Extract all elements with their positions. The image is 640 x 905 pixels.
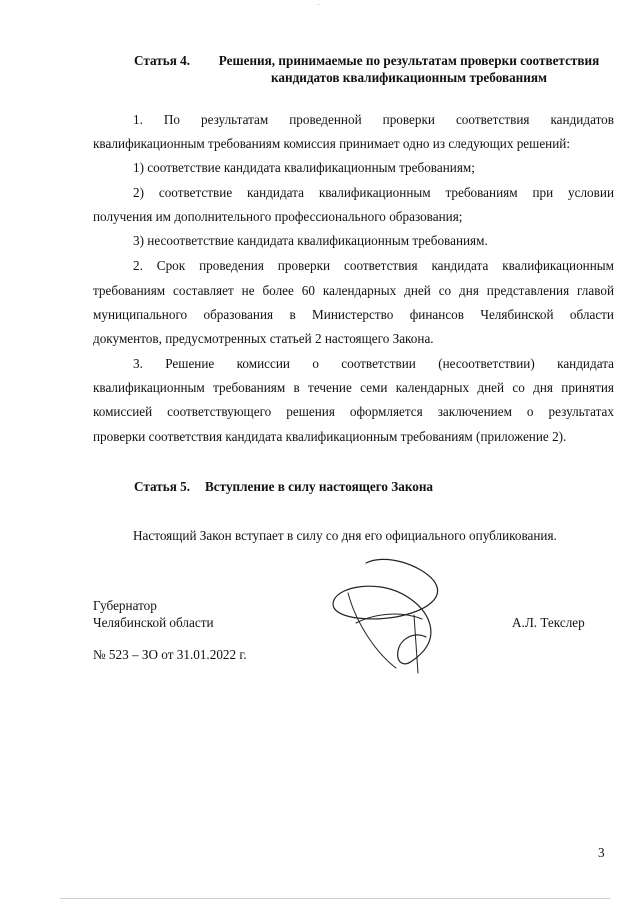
page-number: 3 [598,845,605,860]
article-5-text: Настоящий Закон вступает в силу со дня его официального опубликования. [133,528,557,543]
article-4-title-line-2: кандидатов квалификационным требованиям [270,70,547,85]
paragraph-1-line-2: квалификационным требованиям комиссия принимает одно из следующих решений: [93,136,571,151]
paragraph-1-line-1: 1. По результатам проведенной проверки соответствия кандидатов [133,112,614,127]
paragraph-2-line-1: 2. Срок проведения проверки соответствия кандидата квалификационным [133,258,614,273]
paragraph-3-line-4: проверки соответствия кандидата квалификационным требованиям (приложение 2). [93,429,567,444]
signatory-position-line-1: Губернатор [93,598,157,613]
handwritten-signature [326,553,448,675]
article-5-number: Статья 5. [134,479,191,494]
paragraph-3-line-3: комиссией соответствующего решения оформляется заключением о результатах [93,404,614,419]
decision-item-2-line-2: получения им дополнительного профессионального образования; [93,209,463,224]
signatory-position-line-2: Челябинской области [93,615,214,630]
paragraph-3-line-2: квалификационным требованиям в течение семи календарных дней со дня принятия [93,380,614,395]
law-number-date: № 523 – ЗО от 31.01.2022 г. [93,647,247,662]
paragraph-2-line-3: муниципального образования в Министерство финансов Челябинской области [93,307,614,322]
signatory-name: А.Л. Текслер [512,615,585,630]
article-4-title-line-1: Решения, принимаемые по результатам проверки соответствия [218,53,600,68]
decision-item-1: 1) соответствие кандидата квалификационным требованиям; [133,160,475,175]
paragraph-2-line-2: требованиям составляет не более 60 календарных дней со дня представления главой [93,283,614,298]
decision-item-2-line-1: 2) соответствие кандидата квалификационным требованиям при условии [133,185,614,200]
decision-item-3: 3) несоответствие кандидата квалификационным требованиям. [133,233,488,248]
scan-speck [318,4,319,5]
scan-edge-line [60,898,610,899]
article-5-title: Вступление в силу настоящего Закона [205,479,434,494]
paragraph-3-line-1: 3. Решение комиссии о соответствии (несоответствии) кандидата [133,356,614,371]
paragraph-2-line-4: документов, предусмотренных статьей 2 настоящего Закона. [93,331,434,346]
article-4-number: Статья 4. [134,53,191,68]
